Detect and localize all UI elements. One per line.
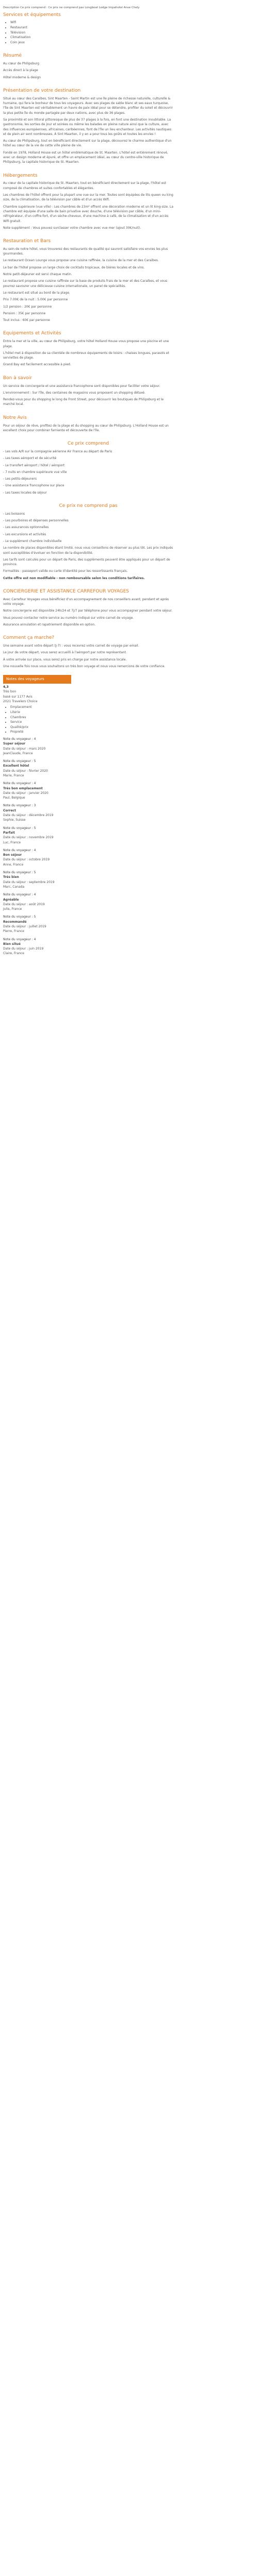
ceprix-line: - Les taxes aéroport et de sécurité <box>3 456 57 461</box>
service-item: • Wifi <box>10 20 173 25</box>
conciergerie-p3: Vous pouvez contacter notre service au numéro indiqué sur votre carnet de voyage. <box>3 616 134 620</box>
conditions-p3: Formalités : passeport valide ou carte d'identité pour les ressortissants français. <box>3 569 128 573</box>
resume-title: Résumé <box>3 53 22 59</box>
review-author: Julie, France <box>3 907 22 911</box>
presentation-title: Présentation de votre destination <box>3 88 81 93</box>
reviews-criteria <box>3 705 173 735</box>
review-title: Très bien <box>3 875 19 879</box>
review-item <box>3 803 173 822</box>
criteria-item: • Emplacement <box>10 705 173 710</box>
presentation-p4: Fondé en 1978, Holland House est un hôtel emblématique de St. Maarten. L'hôtel est entièrement rénové, avec un design moderne et épuré, et offre un emplacement idéal, au cœur du centre-ville historique de Philipsburg, la capitale historique de St. Maarten. <box>3 150 168 164</box>
review-author: Sophie, Suisse <box>3 818 26 822</box>
review-title: Parfait <box>3 831 15 835</box>
content-column <box>0 0 176 956</box>
reviews-header-bar: Notes des voyageurs <box>3 675 71 684</box>
ceprix-line: - Les taxes locales de séjour <box>3 490 47 495</box>
restauration-p2: Le restaurant Ocean Lounge vous propose une cuisine raffinée, la cuisine de la mer et des Caraïbes. <box>3 259 159 263</box>
review-item <box>3 826 173 845</box>
comment-p1: Une semaine avant votre départ (J-7) : vous recevrez votre carnet de voyage par email. <box>3 644 139 648</box>
ceprix-title: Ce prix comprend <box>67 441 109 447</box>
bonasavoir-p3: Rendez-vous pour du shopping le long de Front Street, pour découvrir les boutiques de Philipsburg et le marché local. <box>3 398 164 406</box>
hebergements-p3: Chambre supérieure (vue ville) : Les chambres de 23m² offrent une décoration moderne et un lit king-size. La chambre est équipée d'une salle de bain privative avec douche, d'une télévision par câble, d'un mini-réfrigérateur, d'un coffre-fort, d'un sèche-cheveux, d'une machine à café, de la climatisation et d'un accès Wifi gratuit. <box>3 205 173 223</box>
service-item: • Coin jeux <box>10 40 173 45</box>
ceprixnon-line: - Les assurances optionnelles <box>3 526 49 530</box>
service-item: • Télévision <box>10 30 173 36</box>
review-item <box>3 937 173 956</box>
criteria-item: • Qualité/prix <box>10 725 173 730</box>
ceprixnon-line: - Les excursions et activités <box>3 532 46 536</box>
ceprix-line: - Le transfert aéroport / hôtel / aéroport <box>3 463 65 467</box>
restauration-title: Restauration et Bars <box>3 239 51 244</box>
services-title: Services et équipements <box>3 12 61 18</box>
conditions-p4: Cette offre est non modifiable - non remboursable selon les conditions tarifaires. <box>3 576 145 580</box>
criteria-item: • Propreté <box>10 730 173 735</box>
review-author: Marie, France <box>3 773 24 777</box>
presentation-p2: Sa proximité et son littoral pittoresque de plus de 37 plages à la fois, en font une destination inoubliable. La gastronomie, les sorties de jour et soirées ou même les balades en pleine nature ainsi que la culture, avec des influences européennes, africaines, caribéennes, font de l'île un lieu enchanteur. Les activités nautiques et de plein air sont nombreuses. À Sint Maarten, il y en a pour tous les goûts et toutes les envies ! <box>3 117 171 136</box>
ceprixnon-title: Ce prix ne comprend pas <box>59 503 118 509</box>
review-author: Claire, France <box>3 952 24 956</box>
restauration-p1: Au sein de notre hôtel, vous trouverez des restaurants de qualité qui sauront satisfaire vos envies les plus gourmandes. <box>3 247 168 256</box>
hebergements-p1: Au cœur de la capitale historique de St. Maarten, tout en bénéficiant directement sur la plage, l'hôtel est composé de chambres et suites confortables et élégantes. <box>3 181 166 190</box>
review-title: Correct <box>3 808 16 812</box>
restauration-p6: Le restaurant est situé au bord de la plage. <box>3 291 70 295</box>
resume-line: Accès direct à la plage <box>3 69 38 73</box>
review-title: Agréable <box>3 897 19 902</box>
reviews-score: 4,3 <box>3 685 9 689</box>
comment-p4: Une nouvelle fois nous vous souhaitons un très bon voyage et nous vous remercions de votre confiance. <box>3 665 166 669</box>
review-meta: Note du voyageur : 4 <box>3 937 36 941</box>
review-date: Date du séjour : novembre 2019 <box>3 836 54 840</box>
hebergements-p4: Note supplément : Vous pouvez surclasser votre chambre avec vue mer (ajout 30€/nuit). <box>3 226 141 230</box>
bonasavoir-p1: Un service de conciergerie et une assistance francophone sont disponibles pour faciliter votre séjour. <box>3 384 160 388</box>
review-meta: Note du voyageur : 5 <box>3 759 36 764</box>
criteria-item: • Chambres <box>10 715 173 720</box>
review-title: Recommandé <box>3 920 27 924</box>
review-meta: Note du voyageur : 5 <box>3 871 36 875</box>
review-author: Pierre, France <box>3 929 24 934</box>
reviews-based: basé sur 1177 Avis <box>3 694 33 699</box>
ceprixnon-line: - Le supplément chambre individuelle <box>3 539 62 543</box>
review-date: Date du séjour : octobre 2019 <box>3 858 50 862</box>
review-item <box>3 892 173 911</box>
service-item: • Climatisation <box>10 35 173 40</box>
equipements-p2: L'hôtel met à disposition de sa clientèle de nombreux équipements de loisirs : chaises longues, parasols et serviettes de plage. <box>3 351 169 360</box>
review-title: Excellent hôtel <box>3 764 29 768</box>
restauration-list-item: Pension : 35€ par personne <box>3 311 46 315</box>
review-title: Bon séjour <box>3 853 22 857</box>
services-list <box>3 20 173 45</box>
conditions-p2: Les tarifs sont calculés pour un départ de Paris, des suppléments peuvent être appliqués pour un départ de province. <box>3 557 170 567</box>
equipements-p3: Grand Bay est facilement accessible à pied. <box>3 363 71 367</box>
hebergements-p2: Les chambres de l'hôtel offrent pour la plupart une vue sur la mer. Toutes sont équipées de lits queen ou king size, de la climatisation, de la télévision par câble et d'un accès Wifi. <box>3 193 173 202</box>
review-item <box>3 759 173 778</box>
reviews-score-label: Très bon <box>3 690 17 694</box>
ceprixnon-line: - Les pourboires et dépenses personnelles <box>3 519 69 523</box>
restauration-p4: Notre petit-déjeuner est servi chaque matin. <box>3 273 72 277</box>
conciergerie-p2: Notre conciergerie est disponible 24h/24 et 7j/7 par téléphone pour vous accompagner pendant votre séjour. <box>3 609 173 613</box>
criteria-item: • Literie <box>10 710 173 715</box>
review-author: Marc, Canada <box>3 885 25 889</box>
comment-title: Comment ça marche? <box>3 635 55 641</box>
review-date: Date du séjour : décembre 2019 <box>3 814 54 818</box>
reviews-source: 2021 Travelers Choice <box>3 700 38 704</box>
ceprix-line: - Les petits-déjeuners <box>3 477 37 481</box>
restauration-list-item: Prix 7.00€ de la nuit : 5.00€ par personne <box>3 298 68 302</box>
review-item <box>3 914 173 934</box>
review-meta: Note du voyageur : 5 <box>3 826 36 830</box>
comment-p2: Le jour de votre départ, vous serez accueilli à l'aéroport par notre représentant. <box>3 651 127 655</box>
review-date: Date du séjour : février 2020 <box>3 769 48 773</box>
ceprixnon-line: - Les boissons <box>3 512 25 516</box>
equipements-p1: Entre la mer et la ville, au cœur de Philipsburg, votre hôtel Holland House vous propose une piscine et une plage. <box>3 340 169 348</box>
review-title: Très bon emplacement <box>3 786 43 790</box>
intro-text: Description Ce prix comprend : Ce prix ne comprend pas Longboat Lodge Impahotel Anse Chely <box>3 6 140 9</box>
review-date: Date du séjour : juillet 2019 <box>3 925 46 928</box>
presentation-p3: Au cœur de Philipsburg, tout en bénéficiant directement sur la plage, découvrez le charme authentique d'un hôtel au cœur de la vie de cette ville pleine de vie. <box>3 139 172 148</box>
review-item <box>3 848 173 867</box>
review-meta: Note du voyageur : 3 <box>3 804 36 808</box>
review-meta: Note du voyageur : 5 <box>3 915 36 919</box>
review-meta: Note du voyageur : 4 <box>3 893 36 897</box>
service-item: • Restaurant <box>10 25 173 30</box>
review-item <box>3 781 173 800</box>
presentation-p1: Situé au cœur des Caraïbes, Sint Maarten - Saint Martin est une île pleine de richesse naturelle, culturelle & humaine, qui fera le bonheur de tous les voyageurs. Avec ses plages de sable blanc et ses eaux turquoise, l'île de Sint Maarten est véritablement un havre de paix idéal pour se détendre, profiter du soleil et découvrir la plus petite île du monde partagée par deux nations, avec plus de 36 plages. <box>3 96 173 115</box>
bonasavoir-p2: L'environnement : Sur l'île, des centaines de magasins vous proposent un shopping détaxé. <box>3 391 146 395</box>
conciergerie-p4: Assurance annulation et rapatriement disponible en option. <box>3 623 96 627</box>
review-meta: Note du voyageur : 4 <box>3 737 36 741</box>
restauration-p5: Le restaurant propose une cuisine raffinée sur la base de produits frais de la mer et des Caraïbes, et vous pourrez savourer une délicieuse cuisine internationale, un panel de spécialités. <box>3 279 168 288</box>
ceprix-line: - 7 nuits en chambre supérieure vue ville <box>3 470 67 474</box>
review-title: Super séjour <box>3 742 26 746</box>
review-date: Date du séjour : août 2019 <box>3 902 45 906</box>
hebergements-title: Hébergements <box>3 173 38 178</box>
criteria-item: • Service <box>10 720 173 725</box>
review-date: Date du séjour : mars 2020 <box>3 747 46 751</box>
review-date: Date du séjour : septembre 2019 <box>3 880 55 884</box>
review-item <box>3 737 173 756</box>
review-author: JeanClaude, France <box>3 751 33 755</box>
review-author: Paul, Belgique <box>3 796 25 800</box>
restauration-list-item: 1/2 pension : 20€ par personne <box>3 304 52 309</box>
conditions-p1: Le nombre de places disponibles étant limité, nous vous conseillons de réserver au plus tôt. Les prix indiqués sont susceptibles d'évoluer en fonction de la disponibilité. <box>3 546 173 555</box>
conciergerie-p1: Avec Carrefour Voyages vous bénéficiez d'un accompagnement de nos conseillers avant, pendant et après votre voyage. <box>3 597 169 606</box>
notreavis-title: Notre Avis <box>3 415 27 420</box>
review-date: Date du séjour : janvier 2020 <box>3 791 49 795</box>
bonasavoir-title: Bon à savoir <box>3 375 32 381</box>
notreavis-p1: Pour un séjour de rêve, profitez de la plage et du shopping au cœur de Philipsburg. L'Holland House est un excellent choix pour combiner farniente et découverte de l'île. <box>3 423 169 432</box>
equipements-title: Equipements et Activités <box>3 331 61 336</box>
conciergerie-title: CONCIERGERIE ET ASSISTANCE CARREFOUR VOYAGES <box>3 589 129 595</box>
restauration-p3: Le bar de l'hôtel propose un large choix de cocktails tropicaux, de bières locales et de vins. <box>3 265 145 269</box>
review-meta: Note du voyageur : 4 <box>3 848 36 852</box>
review-author: Anne, France <box>3 862 24 867</box>
ceprix-line: - Les vols A/R sur la compagnie aérienne Air France au départ de Paris <box>3 449 112 453</box>
restauration-list-item: Tout inclus : 60€ par personne <box>3 318 50 323</box>
review-author: Luc, France <box>3 840 21 844</box>
review-title: Bien situé <box>3 942 21 946</box>
reviews-summary <box>3 685 173 735</box>
ceprix-line: - Une assistance francophone sur place <box>3 484 64 488</box>
resume-line: Au cœur de Philipsburg <box>3 62 39 66</box>
review-meta: Note du voyageur : 4 <box>3 782 36 786</box>
review-item <box>3 870 173 889</box>
comment-p3: À votre arrivée sur place, vous serez pris en charge par notre assistance locale. <box>3 657 127 662</box>
resume-line: Hôtel moderne & design <box>3 75 41 79</box>
review-date: Date du séjour : juin 2019 <box>3 947 44 951</box>
